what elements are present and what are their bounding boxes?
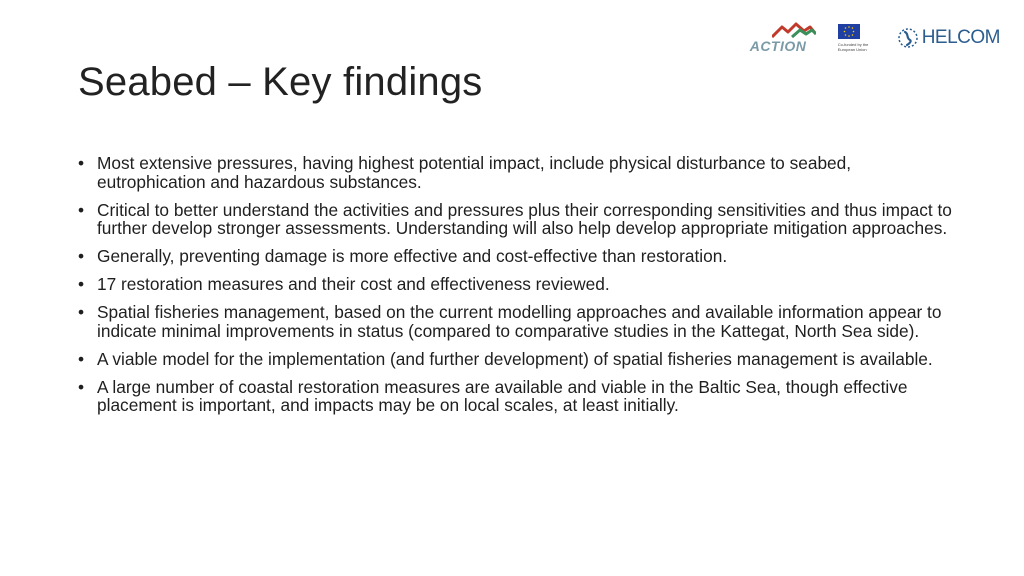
action-wordmark: ACTION [749, 38, 807, 54]
bullet-dot: • [78, 302, 85, 322]
list-item [78, 350, 958, 369]
list-item [78, 378, 958, 415]
bullet-dot: • [78, 199, 85, 220]
slide-title: Seabed – Key findings [78, 60, 483, 104]
list-item [78, 247, 958, 266]
action-logo [750, 20, 820, 58]
bullet-text: Most extensive pressures, having highest potential impact, include physical disturbance to seabed, eutrophication and hazardous substances. [97, 153, 852, 192]
bullet-dot: • [78, 376, 85, 397]
helcom-emblem-icon [896, 26, 920, 50]
bullet-text: Spatial fisheries management, based on the current modelling approaches and available information appear to indicate minimal improvements in status (compared to comparative studies in the Kattegat, North Sea side). [97, 302, 942, 341]
list-item [78, 201, 958, 238]
bullet-text: A large number of coastal restoration measures are available and viable in the Baltic Sea, though effective placement is important, and impacts may be on local scales, at least initially. [97, 376, 908, 415]
bullet-dot: • [78, 153, 85, 173]
helcom-wordmark: HELCOM [921, 27, 1000, 48]
bullet-text: 17 restoration measures and their cost and effectiveness reviewed. [97, 274, 610, 294]
bullet-dot: • [78, 246, 85, 266]
bullet-dot: • [78, 348, 85, 369]
list-item [78, 303, 958, 340]
bullet-text: Critical to better understand the activities and pressures plus their corresponding sensitivities and thus impact to further develop stronger assessments. Understanding will also help develop appropriate mitigation approaches. [97, 199, 952, 238]
key-findings-list [78, 154, 958, 424]
eu-flag-icon [838, 24, 860, 39]
list-item [78, 154, 958, 191]
partner-logos [750, 20, 1000, 60]
list-item [78, 275, 958, 294]
eu-logo [838, 20, 878, 52]
bullet-text: A viable model for the implementation (and further development) of spatial fisheries management is available. [97, 348, 933, 369]
helcom-logo [896, 20, 1000, 50]
eu-caption: Co-funded by the European Union [837, 42, 869, 52]
bullet-dot: • [78, 274, 85, 294]
mountain-icon [772, 22, 816, 38]
bullet-text: Generally, preventing damage is more effective and cost-effective than restoration. [97, 246, 728, 266]
